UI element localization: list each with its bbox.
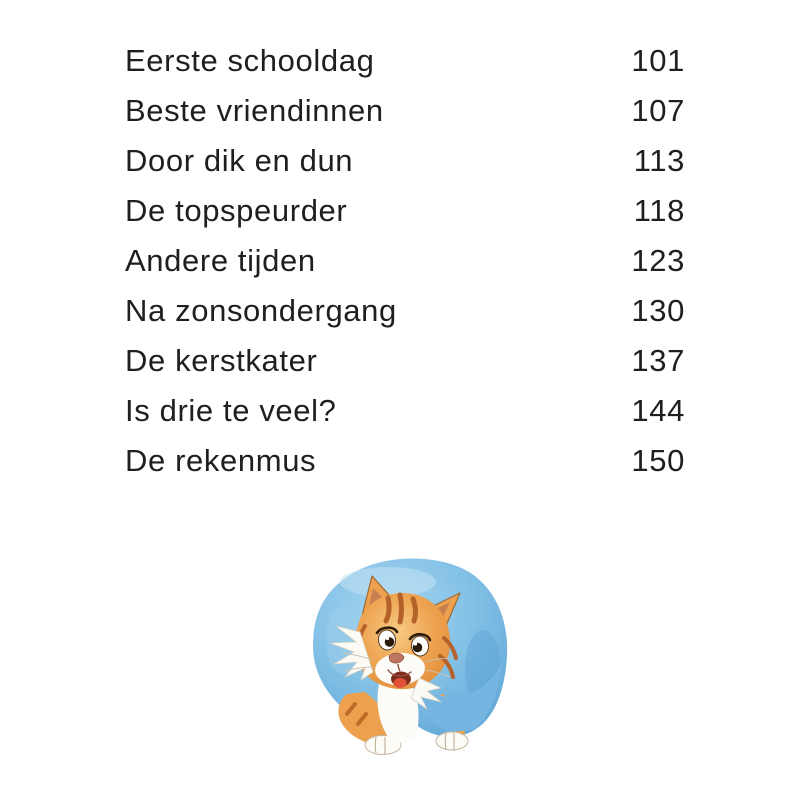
chapter-page-number: 123 (631, 243, 685, 278)
chapter-title: Door dik en dun (125, 143, 354, 178)
cat-right-paw (436, 732, 468, 751)
chapter-page-number: 130 (631, 293, 685, 328)
chapter-title: De rekenmus (125, 443, 317, 478)
chapter-title: De topspeurder (125, 193, 348, 228)
chapter-page-number: 101 (631, 43, 685, 78)
toc-entry (125, 436, 685, 486)
chapter-page-number: 118 (633, 193, 685, 228)
toc-entry (125, 136, 685, 186)
chapter-title: Is drie te veel? (125, 393, 337, 428)
chapter-page-number: 150 (631, 443, 685, 478)
toc-entry (125, 386, 685, 436)
kitten-under-blanket-illustration (303, 548, 515, 764)
toc-entry (125, 336, 685, 386)
toc-entry (125, 86, 685, 136)
chapter-page-number: 113 (633, 143, 685, 178)
chapter-page-number: 107 (631, 93, 685, 128)
toc-entry (125, 236, 685, 286)
chapter-page-number: 144 (631, 393, 685, 428)
toc-entry (125, 286, 685, 336)
chapter-page-number: 137 (631, 343, 685, 378)
chapter-title: Andere tijden (125, 243, 316, 278)
chapter-title: Beste vriendinnen (125, 93, 384, 128)
chapter-title: Eerste schooldag (125, 43, 375, 78)
toc-entry (125, 186, 685, 236)
chapter-title: Na zonsondergang (125, 293, 397, 328)
toc-entry (125, 36, 685, 86)
table-of-contents (125, 36, 685, 486)
chapter-title: De kerstkater (125, 343, 318, 378)
